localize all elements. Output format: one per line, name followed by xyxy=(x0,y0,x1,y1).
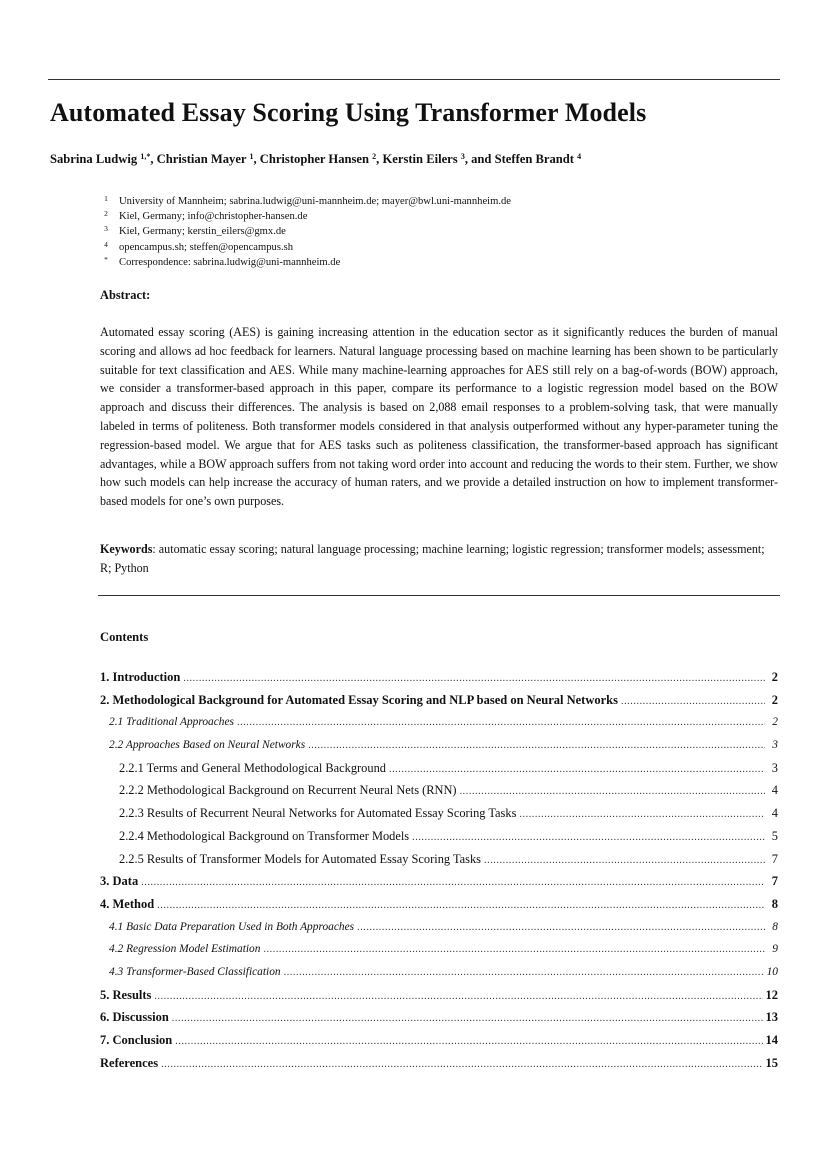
toc-entry[interactable] xyxy=(100,916,778,939)
abstract-text: Automated essay scoring (AES) is gaining increasing attention in the education sector as it significantly reduces the burden of manual scoring and allows ad hoc feedback for learners. Natural language processing based on machine learning has been shown to be particularly suitable for text classification and AES. While many machine-learning approaches for AES still rely on a bag-of-words (BOW) approach, we consider a transformer-based approach in this paper, compare its performance to a logistic regression model based on the BOW approach and discuss their differences. The analysis is based on 2,088 email responses to a problem-solving task, that were manually labeled in terms of politeness. Both transformer models considered in that analysis outperformed without any hyper-parameter tuning the regression-based model. We argue that for AES tasks such as politeness classification, the transformer-based approach has significant advantages, while a BOW approach suffers from not taking word order into account and reducing the words to their stem. Further, we show how such models can help increase the accuracy of human raters, and we provide a detailed instruction on how to implement transformer-based models for one’s own purposes. xyxy=(100,325,778,509)
toc-entry-label[interactable]: 4.3 Transformer-Based Classification xyxy=(109,965,281,978)
toc-page-number[interactable]: 3 xyxy=(771,760,778,775)
toc-dot-leader xyxy=(460,781,765,804)
toc-entry-label[interactable]: 1. Introduction xyxy=(100,670,181,684)
author-separator: , xyxy=(376,152,383,166)
author-name: Sabrina Ludwig xyxy=(50,152,138,166)
toc-page-number[interactable]: 9 xyxy=(772,943,778,956)
affiliation-text: opencampus.sh; steffen@opencampus.sh xyxy=(119,241,294,253)
toc-page-number[interactable]: 4 xyxy=(771,806,778,821)
toc-page-number[interactable]: 2 xyxy=(772,716,778,729)
toc-dot-leader xyxy=(154,986,762,1009)
keywords xyxy=(100,540,778,578)
toc-entry[interactable] xyxy=(100,1006,778,1029)
toc-page-number[interactable]: 2 xyxy=(771,692,778,707)
toc-entry[interactable] xyxy=(100,711,778,734)
toc-entry-label[interactable]: 3. Data xyxy=(100,874,139,889)
toc-dot-leader xyxy=(172,1008,763,1031)
affiliation-item xyxy=(101,240,741,255)
toc-entry-label[interactable]: 2.2 Approaches Based on Neural Networks xyxy=(109,739,306,752)
toc-dot-leader xyxy=(175,1031,762,1054)
author-affiliation-mark: 1,* xyxy=(140,152,151,161)
author-name: Kerstin Eilers xyxy=(382,152,458,166)
toc-entry-label[interactable]: 2.2.3 Results of Recurrent Neural Networks for Automated Essay Scoring Tasks xyxy=(119,806,517,821)
toc-entry-label[interactable]: References xyxy=(100,1055,159,1070)
author-affiliation-mark: 2 xyxy=(372,152,377,161)
affiliation-item xyxy=(101,209,741,224)
toc-dot-leader xyxy=(161,1054,762,1077)
toc-entry-label[interactable]: 5. Results xyxy=(100,987,152,1002)
affiliation-list xyxy=(101,194,741,270)
affiliation-mark: 4 xyxy=(104,239,108,249)
toc-dot-leader xyxy=(141,872,765,895)
toc-page-number[interactable]: 4 xyxy=(771,783,778,798)
author-separator: , xyxy=(150,152,157,166)
paper-title: Automated Essay Scoring Using Transformer Models xyxy=(50,98,647,127)
toc-entry[interactable] xyxy=(100,938,778,961)
toc-dot-leader xyxy=(284,962,764,985)
affiliation-mark: * xyxy=(104,254,108,264)
toc-entry-label[interactable]: 4.2 Regression Model Estimation xyxy=(109,943,261,956)
author-name: Steffen Brandt xyxy=(494,152,574,166)
toc-dot-leader xyxy=(157,895,765,918)
toc-page-number[interactable]: 13 xyxy=(765,1010,778,1025)
toc-entry[interactable] xyxy=(100,689,778,712)
toc-entry-label[interactable]: 6. Discussion xyxy=(100,1010,169,1025)
toc-dot-leader xyxy=(263,939,765,962)
author-affiliation-mark: 1 xyxy=(249,152,254,161)
toc-entry[interactable] xyxy=(100,1029,778,1052)
toc-entry[interactable] xyxy=(100,802,778,825)
author-separator: , xyxy=(253,152,260,166)
toc-page-number[interactable]: 3 xyxy=(772,739,778,752)
section-rule xyxy=(98,595,780,596)
table-of-contents xyxy=(100,666,778,1074)
toc-dot-leader xyxy=(183,668,765,691)
toc-entry[interactable] xyxy=(100,848,778,871)
toc-dot-leader xyxy=(237,712,765,735)
affiliation-mark: 2 xyxy=(104,209,108,219)
toc-dot-leader xyxy=(519,804,765,827)
affiliation-mark: 3 xyxy=(104,224,108,234)
author-name: Christopher Hansen xyxy=(259,152,370,166)
toc-entry[interactable] xyxy=(100,893,778,916)
affiliation-text: Kiel, Germany; info@christopher-hansen.de xyxy=(119,211,308,223)
toc-entry-label[interactable]: 2.2.2 Methodological Background on Recurrent Neural Nets (RNN) xyxy=(119,783,457,798)
toc-page-number[interactable]: 8 xyxy=(771,896,778,911)
toc-dot-leader xyxy=(308,735,765,758)
toc-entry-label[interactable]: 2.2.5 Results of Transformer Models for Automated Essay Scoring Tasks xyxy=(119,851,481,866)
toc-page-number[interactable]: 7 xyxy=(771,874,778,889)
toc-entry[interactable] xyxy=(100,825,778,848)
toc-dot-leader xyxy=(484,850,765,873)
author-separator: , and xyxy=(464,152,495,166)
toc-entry[interactable] xyxy=(100,961,778,984)
toc-entry[interactable] xyxy=(100,779,778,802)
toc-entry-label[interactable]: 2.2.4 Methodological Background on Transformer Models xyxy=(119,828,410,843)
toc-entry[interactable] xyxy=(100,734,778,757)
toc-entry-label[interactable]: 2.2.1 Terms and General Methodological Background xyxy=(119,760,386,775)
toc-entry-label[interactable]: 4. Method xyxy=(100,896,155,911)
affiliation-text: Correspondence: sabrina.ludwig@uni-mannheim.de xyxy=(119,256,341,268)
contents-label: Contents xyxy=(100,630,149,644)
affiliation-item xyxy=(101,255,741,270)
toc-page-number[interactable]: 14 xyxy=(765,1033,778,1047)
abstract-label: Abstract: xyxy=(100,288,151,302)
header-rule xyxy=(48,79,780,80)
toc-entry-label[interactable]: 4.1 Basic Data Preparation Used in Both Approaches xyxy=(109,920,355,933)
toc-entry[interactable] xyxy=(100,870,778,893)
affiliation-text: University of Mannheim; sabrina.ludwig@uni-mannheim.de; mayer@bwl.uni-mannheim.de xyxy=(119,196,511,207)
affiliation-item xyxy=(101,194,741,209)
toc-page-number[interactable]: 10 xyxy=(766,965,778,978)
toc-entry[interactable] xyxy=(100,984,778,1007)
affiliation-item xyxy=(101,224,741,239)
toc-page-number[interactable]: 2 xyxy=(771,670,778,684)
author-list xyxy=(50,152,790,167)
toc-entry-label[interactable]: 7. Conclusion xyxy=(100,1033,173,1047)
toc-page-number[interactable]: 7 xyxy=(771,851,778,866)
toc-page-number[interactable]: 5 xyxy=(771,828,778,843)
author-name: Christian Mayer xyxy=(156,152,247,166)
toc-dot-leader xyxy=(389,759,765,782)
keywords-label: Keywords xyxy=(100,542,153,556)
toc-dot-leader xyxy=(412,827,765,850)
toc-page-number[interactable]: 8 xyxy=(772,920,778,933)
toc-entry[interactable] xyxy=(100,1052,778,1075)
toc-entry-label[interactable]: 2. Methodological Background for Automated Essay Scoring and NLP based on Neural Networks xyxy=(100,692,618,707)
keywords-text: : automatic essay scoring; natural language processing; machine learning; logistic regression; transformer models; assessment; R; Python xyxy=(100,542,765,575)
toc-dot-leader xyxy=(621,691,765,714)
affiliation-mark: 1 xyxy=(104,194,108,203)
affiliation-text: Kiel, Germany; kerstin_eilers@gmx.de xyxy=(119,226,286,238)
toc-page-number[interactable]: 15 xyxy=(765,1055,778,1070)
toc-dot-leader xyxy=(357,917,765,940)
toc-entry-label[interactable]: 2.1 Traditional Approaches xyxy=(109,716,234,729)
author-affiliation-mark: 4 xyxy=(577,152,582,161)
toc-page-number[interactable]: 12 xyxy=(765,987,778,1002)
author-affiliation-mark: 3 xyxy=(460,152,465,161)
toc-entry[interactable] xyxy=(100,757,778,780)
toc-entry[interactable] xyxy=(100,666,778,689)
